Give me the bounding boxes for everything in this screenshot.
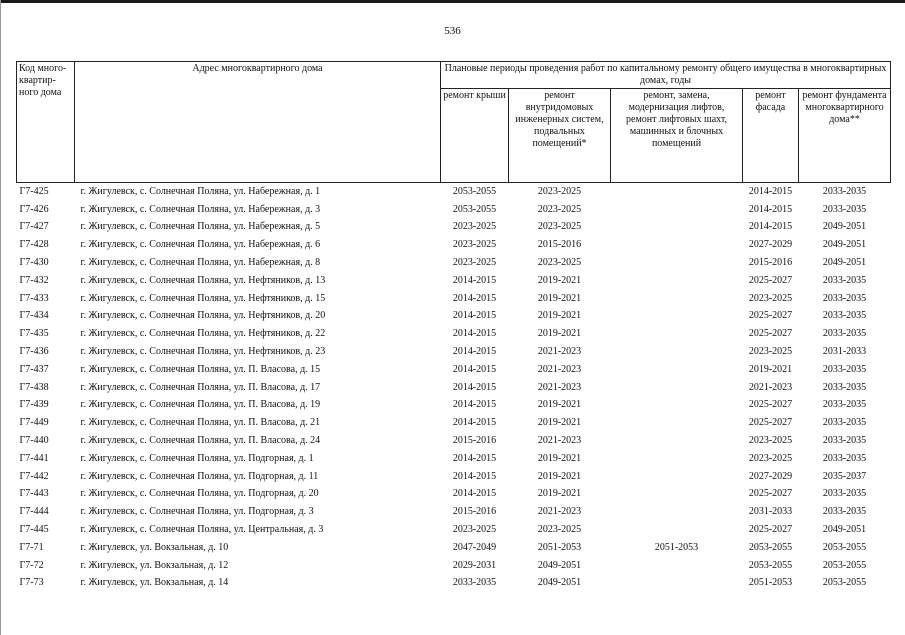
table-row: [17, 325, 891, 343]
row-facade: 2023-2025: [748, 435, 793, 447]
row-foundation: 2033-2035: [822, 435, 867, 447]
row-elevator: [611, 183, 743, 201]
row-foundation: 2033-2035: [822, 185, 867, 197]
table-row: [17, 379, 891, 397]
row-roof: 2029-2031: [452, 559, 497, 571]
header-facade: ремонт фасада: [743, 89, 799, 183]
row-code: Г7-442: [19, 470, 49, 482]
row-systems: 2021-2023: [537, 346, 582, 358]
row-facade: 2027-2029: [748, 470, 793, 482]
row-facade: 2014-2015: [748, 203, 793, 215]
row-systems: 2019-2021: [537, 452, 582, 464]
row-elevator: [611, 432, 743, 450]
row-code: Г7-445: [19, 524, 49, 536]
table-row: [17, 557, 891, 575]
row-roof: 2053-2055: [452, 203, 497, 215]
row-code: Г7-425: [19, 185, 49, 197]
table-header: [17, 62, 891, 183]
row-systems: 2019-2021: [537, 292, 582, 304]
row-address: г. Жигулевск, с. Солнечная Поляна, ул. Подгорная, д. 11: [80, 470, 319, 482]
row-facade: 2025-2027: [748, 310, 793, 322]
row-roof: 2014-2015: [452, 381, 497, 393]
row-systems: 2019-2021: [537, 310, 582, 322]
row-foundation: 2033-2035: [822, 363, 867, 375]
row-facade: 2023-2025: [748, 292, 793, 304]
row-facade: 2014-2015: [748, 221, 793, 233]
table-row: [17, 468, 891, 486]
row-roof: 2047-2049: [452, 541, 497, 553]
row-elevator: [611, 557, 743, 575]
row-code: Г7-428: [19, 239, 49, 251]
row-address: г. Жигулевск, с. Солнечная Поляна, ул. Нефтяников, д. 13: [80, 274, 326, 286]
row-roof: 2015-2016: [452, 506, 497, 518]
row-code: Г7-73: [19, 577, 44, 589]
row-systems: 2021-2023: [537, 363, 582, 375]
row-facade: 2025-2027: [748, 488, 793, 500]
row-roof: 2023-2025: [452, 239, 497, 251]
row-facade: 2025-2027: [748, 417, 793, 429]
row-elevator: [611, 486, 743, 504]
row-code: Г7-434: [19, 310, 49, 322]
row-address: г. Жигулевск, ул. Вокзальная, д. 12: [80, 559, 229, 571]
row-elevator: [611, 308, 743, 326]
row-address: г. Жигулевск, с. Солнечная Поляна, ул. П. Власова, д. 24: [80, 435, 321, 447]
row-foundation: 2033-2035: [822, 203, 867, 215]
row-roof: 2014-2015: [452, 346, 497, 358]
row-roof: 2023-2025: [452, 257, 497, 269]
row-foundation: 2049-2051: [822, 257, 867, 269]
row-systems: 2023-2025: [537, 221, 582, 233]
row-systems: 2019-2021: [537, 328, 582, 340]
row-elevator: [611, 397, 743, 415]
table-row: [17, 183, 891, 201]
row-code: Г7-435: [19, 328, 49, 340]
row-roof: 2014-2015: [452, 328, 497, 340]
table-row: [17, 575, 891, 593]
row-systems: 2023-2025: [537, 185, 582, 197]
row-elevator: [611, 503, 743, 521]
row-address: г. Жигулевск, с. Солнечная Поляна, ул. Нефтяников, д. 20: [80, 310, 326, 322]
row-elevator: 2051-2053: [654, 541, 699, 553]
row-code: Г7-441: [19, 452, 49, 464]
row-systems: 2019-2021: [537, 470, 582, 482]
row-address: г. Жигулевск, ул. Вокзальная, д. 14: [80, 577, 229, 589]
row-roof: 2014-2015: [452, 310, 497, 322]
row-facade: 2025-2027: [748, 328, 793, 340]
table-body: [17, 183, 891, 593]
header-planned-periods: Плановые периоды проведения работ по капитальному ремонту общего имущества в многоквартирных домах, годы: [441, 62, 891, 89]
row-roof: 2015-2016: [452, 435, 497, 447]
row-code: Г7-439: [19, 399, 49, 411]
row-address: г. Жигулевск, с. Солнечная Поляна, ул. Нефтяников, д. 15: [80, 292, 326, 304]
header-foundation: ремонт фундамента многоквартирного дома**: [799, 89, 891, 183]
row-elevator: [611, 219, 743, 237]
row-foundation: 2035-2037: [822, 470, 867, 482]
header-row-top: [17, 62, 891, 89]
row-roof: 2014-2015: [452, 470, 497, 482]
row-facade: 2053-2055: [748, 559, 793, 571]
row-foundation: 2053-2055: [822, 559, 867, 571]
row-address: г. Жигулевск, с. Солнечная Поляна, ул. П. Власова, д. 17: [80, 381, 321, 393]
table-row: [17, 361, 891, 379]
row-systems: 2015-2016: [537, 239, 582, 251]
table-row: [17, 486, 891, 504]
row-elevator: [611, 379, 743, 397]
table-row: [17, 432, 891, 450]
row-foundation: 2033-2035: [822, 292, 867, 304]
header-elevator: ремонт, замена, модернизация лифтов, ремонт лифтовых шахт, машинных и блочных помещений: [611, 89, 743, 183]
row-address: г. Жигулевск, ул. Вокзальная, д. 10: [80, 541, 229, 553]
row-foundation: 2033-2035: [822, 506, 867, 518]
table-row: [17, 414, 891, 432]
row-elevator: [611, 361, 743, 379]
table-row: [17, 308, 891, 326]
row-roof: 2033-2035: [452, 577, 497, 589]
row-address: г. Жигулевск, с. Солнечная Поляна, ул. Нефтяников, д. 22: [80, 328, 326, 340]
row-roof: 2014-2015: [452, 274, 497, 286]
row-systems: 2023-2025: [537, 257, 582, 269]
row-systems: 2019-2021: [537, 417, 582, 429]
row-elevator: [611, 343, 743, 361]
row-foundation: 2033-2035: [822, 452, 867, 464]
row-facade: 2025-2027: [748, 274, 793, 286]
row-systems: 2021-2023: [537, 435, 582, 447]
table-row: [17, 254, 891, 272]
header-code: Код много-квартир-ного дома: [17, 62, 75, 183]
table-row: [17, 201, 891, 219]
row-code: Г7-449: [19, 417, 49, 429]
row-address: г. Жигулевск, с. Солнечная Поляна, ул. Набережная, д. 1: [80, 185, 321, 197]
row-systems: 2019-2021: [537, 399, 582, 411]
table-row: [17, 343, 891, 361]
row-code: Г7-432: [19, 274, 49, 286]
table-row: [17, 236, 891, 254]
row-facade: 2021-2023: [748, 381, 793, 393]
row-code: Г7-443: [19, 488, 49, 500]
row-elevator: [611, 254, 743, 272]
row-address: г. Жигулевск, с. Солнечная Поляна, ул. Набережная, д. 5: [80, 221, 321, 233]
row-address: г. Жигулевск, с. Солнечная Поляна, ул. Подгорная, д. 1: [80, 452, 314, 464]
row-code: Г7-436: [19, 346, 49, 358]
row-address: г. Жигулевск, с. Солнечная Поляна, ул. Набережная, д. 8: [80, 257, 321, 269]
row-facade: 2014-2015: [748, 185, 793, 197]
row-facade: 2023-2025: [748, 346, 793, 358]
row-elevator: [611, 272, 743, 290]
row-systems: 2019-2021: [537, 274, 582, 286]
table-row: [17, 539, 891, 557]
table-row: [17, 450, 891, 468]
row-roof: 2014-2015: [452, 363, 497, 375]
row-elevator: [611, 521, 743, 539]
header-address: Адрес многоквартирного дома: [75, 62, 441, 183]
table-row: [17, 290, 891, 308]
row-facade: 2025-2027: [748, 524, 793, 536]
row-code: Г7-71: [19, 541, 44, 553]
row-facade: 2053-2055: [748, 541, 793, 553]
table-row: [17, 219, 891, 237]
table-row: [17, 272, 891, 290]
row-code: Г7-440: [19, 435, 49, 447]
row-code: Г7-444: [19, 506, 49, 518]
row-roof: 2023-2025: [452, 524, 497, 536]
row-facade: 2025-2027: [748, 399, 793, 411]
row-code: Г7-430: [19, 257, 49, 269]
row-facade: 2015-2016: [748, 257, 793, 269]
row-address: г. Жигулевск, с. Солнечная Поляна, ул. П. Власова, д. 15: [80, 363, 321, 375]
row-roof: 2014-2015: [452, 399, 497, 411]
table-row: [17, 521, 891, 539]
row-code: Г7-72: [19, 559, 44, 571]
row-facade: 2023-2025: [748, 452, 793, 464]
row-elevator: [611, 290, 743, 308]
row-foundation: 2053-2055: [822, 541, 867, 553]
row-elevator: [611, 414, 743, 432]
row-foundation: 2053-2055: [822, 577, 867, 589]
row-systems: 2021-2023: [537, 381, 582, 393]
row-roof: 2014-2015: [452, 417, 497, 429]
row-systems: 2023-2025: [537, 203, 582, 215]
row-foundation: 2033-2035: [822, 328, 867, 340]
row-roof: 2014-2015: [452, 452, 497, 464]
header-roof: ремонт крыши: [441, 89, 509, 183]
row-systems: 2051-2053: [537, 541, 582, 553]
row-foundation: 2049-2051: [822, 221, 867, 233]
row-address: г. Жигулевск, с. Солнечная Поляна, ул. П. Власова, д. 19: [80, 399, 321, 411]
row-foundation: 2033-2035: [822, 310, 867, 322]
row-foundation: 2049-2051: [822, 239, 867, 251]
row-foundation: 2033-2035: [822, 488, 867, 500]
row-foundation: 2031-2033: [822, 346, 867, 358]
row-address: г. Жигулевск, с. Солнечная Поляна, ул. Подгорная, д. 3: [80, 506, 314, 518]
row-code: Г7-426: [19, 203, 49, 215]
row-systems: 2049-2051: [537, 577, 582, 589]
row-foundation: 2033-2035: [822, 399, 867, 411]
row-address: г. Жигулевск, с. Солнечная Поляна, ул. Набережная, д. 3: [80, 203, 321, 215]
row-facade: 2031-2033: [748, 506, 793, 518]
row-foundation: 2033-2035: [822, 417, 867, 429]
row-roof: 2014-2015: [452, 488, 497, 500]
row-elevator: [611, 325, 743, 343]
row-elevator: [611, 468, 743, 486]
row-systems: 2021-2023: [537, 506, 582, 518]
page-number: 536: [444, 25, 461, 37]
row-systems: 2023-2025: [537, 524, 582, 536]
row-facade: 2051-2053: [748, 577, 793, 589]
top-rule: [0, 0, 905, 3]
row-foundation: 2033-2035: [822, 381, 867, 393]
header-systems: ремонт внутридомовых инженерных систем, подвальных помещений*: [509, 89, 611, 183]
row-roof: 2023-2025: [452, 221, 497, 233]
repair-schedule-table: [16, 61, 891, 592]
row-facade: 2027-2029: [748, 239, 793, 251]
row-code: Г7-427: [19, 221, 49, 233]
row-address: г. Жигулевск, с. Солнечная Поляна, ул. Подгорная, д. 20: [80, 488, 319, 500]
row-elevator: [611, 236, 743, 254]
page-left-edge: [0, 0, 1, 635]
row-code: Г7-437: [19, 363, 49, 375]
row-roof: 2014-2015: [452, 292, 497, 304]
row-systems: 2019-2021: [537, 488, 582, 500]
row-code: Г7-433: [19, 292, 49, 304]
row-foundation: 2033-2035: [822, 274, 867, 286]
table-row: [17, 397, 891, 415]
row-address: г. Жигулевск, с. Солнечная Поляна, ул. Нефтяников, д. 23: [80, 346, 326, 358]
row-code: Г7-438: [19, 381, 49, 393]
row-address: г. Жигулевск, с. Солнечная Поляна, ул. Набережная, д. 6: [80, 239, 321, 251]
row-systems: 2049-2051: [537, 559, 582, 571]
row-roof: 2053-2055: [452, 185, 497, 197]
row-facade: 2019-2021: [748, 363, 793, 375]
row-elevator: [611, 201, 743, 219]
row-foundation: 2049-2051: [822, 524, 867, 536]
row-address: г. Жигулевск, с. Солнечная Поляна, ул. П. Власова, д. 21: [80, 417, 321, 429]
table-row: [17, 503, 891, 521]
row-address: г. Жигулевск, с. Солнечная Поляна, ул. Центральная, д. 3: [80, 524, 324, 536]
row-elevator: [611, 450, 743, 468]
row-elevator: [611, 575, 743, 593]
